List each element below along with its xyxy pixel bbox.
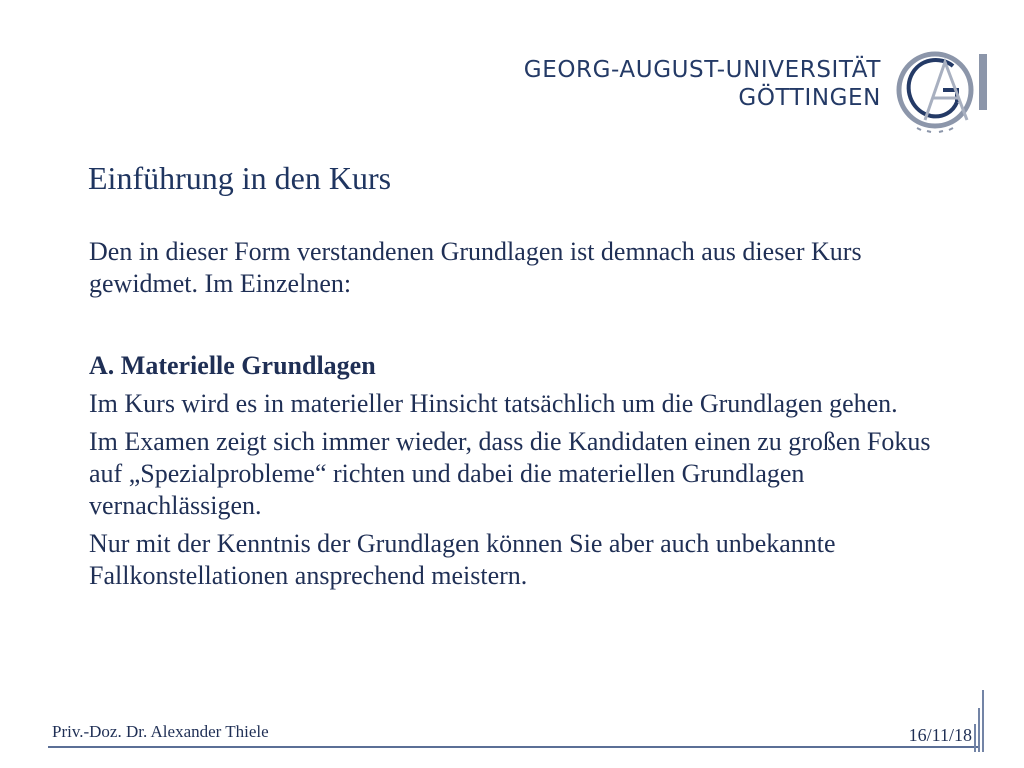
- university-name: [524, 56, 881, 112]
- university-seal-icon: [895, 46, 991, 138]
- university-name-line2: GÖTTINGEN: [738, 85, 881, 111]
- content-paragraph: Nur mit der Kenntnis der Grundlagen können Sie aber auch unbekannte Fallkonstellationen ansprechend meistern.: [89, 529, 836, 590]
- section-heading: A. Materielle Grundlagen: [89, 351, 376, 380]
- university-name-line1: GEORG-AUGUST-UNIVERSITÄT: [523, 57, 881, 83]
- footer-author: Priv.-Doz. Dr. Alexander Thiele: [52, 722, 269, 741]
- slide-content: [89, 236, 959, 598]
- content-paragraph: Im Examen zeigt sich immer wieder, dass die Kandidaten einen zu großen Fokus auf „Spezialprobleme“ richten und dabei die materiellen Grundlagen vernachlässigen.: [89, 427, 931, 520]
- slide-title: Einführung in den Kurs: [88, 160, 392, 196]
- intro-paragraph: Den in dieser Form verstandenen Grundlagen ist demnach aus dieser Kurs gewidmet. Im Einzelnen:: [89, 237, 862, 298]
- corner-bars-decoration: [974, 690, 986, 752]
- content-paragraph: Im Kurs wird es in materieller Hinsicht tatsächlich um die Grundlagen gehen.: [89, 389, 898, 418]
- footer-date: 16/11/18: [908, 725, 972, 745]
- footer-divider: [48, 746, 980, 748]
